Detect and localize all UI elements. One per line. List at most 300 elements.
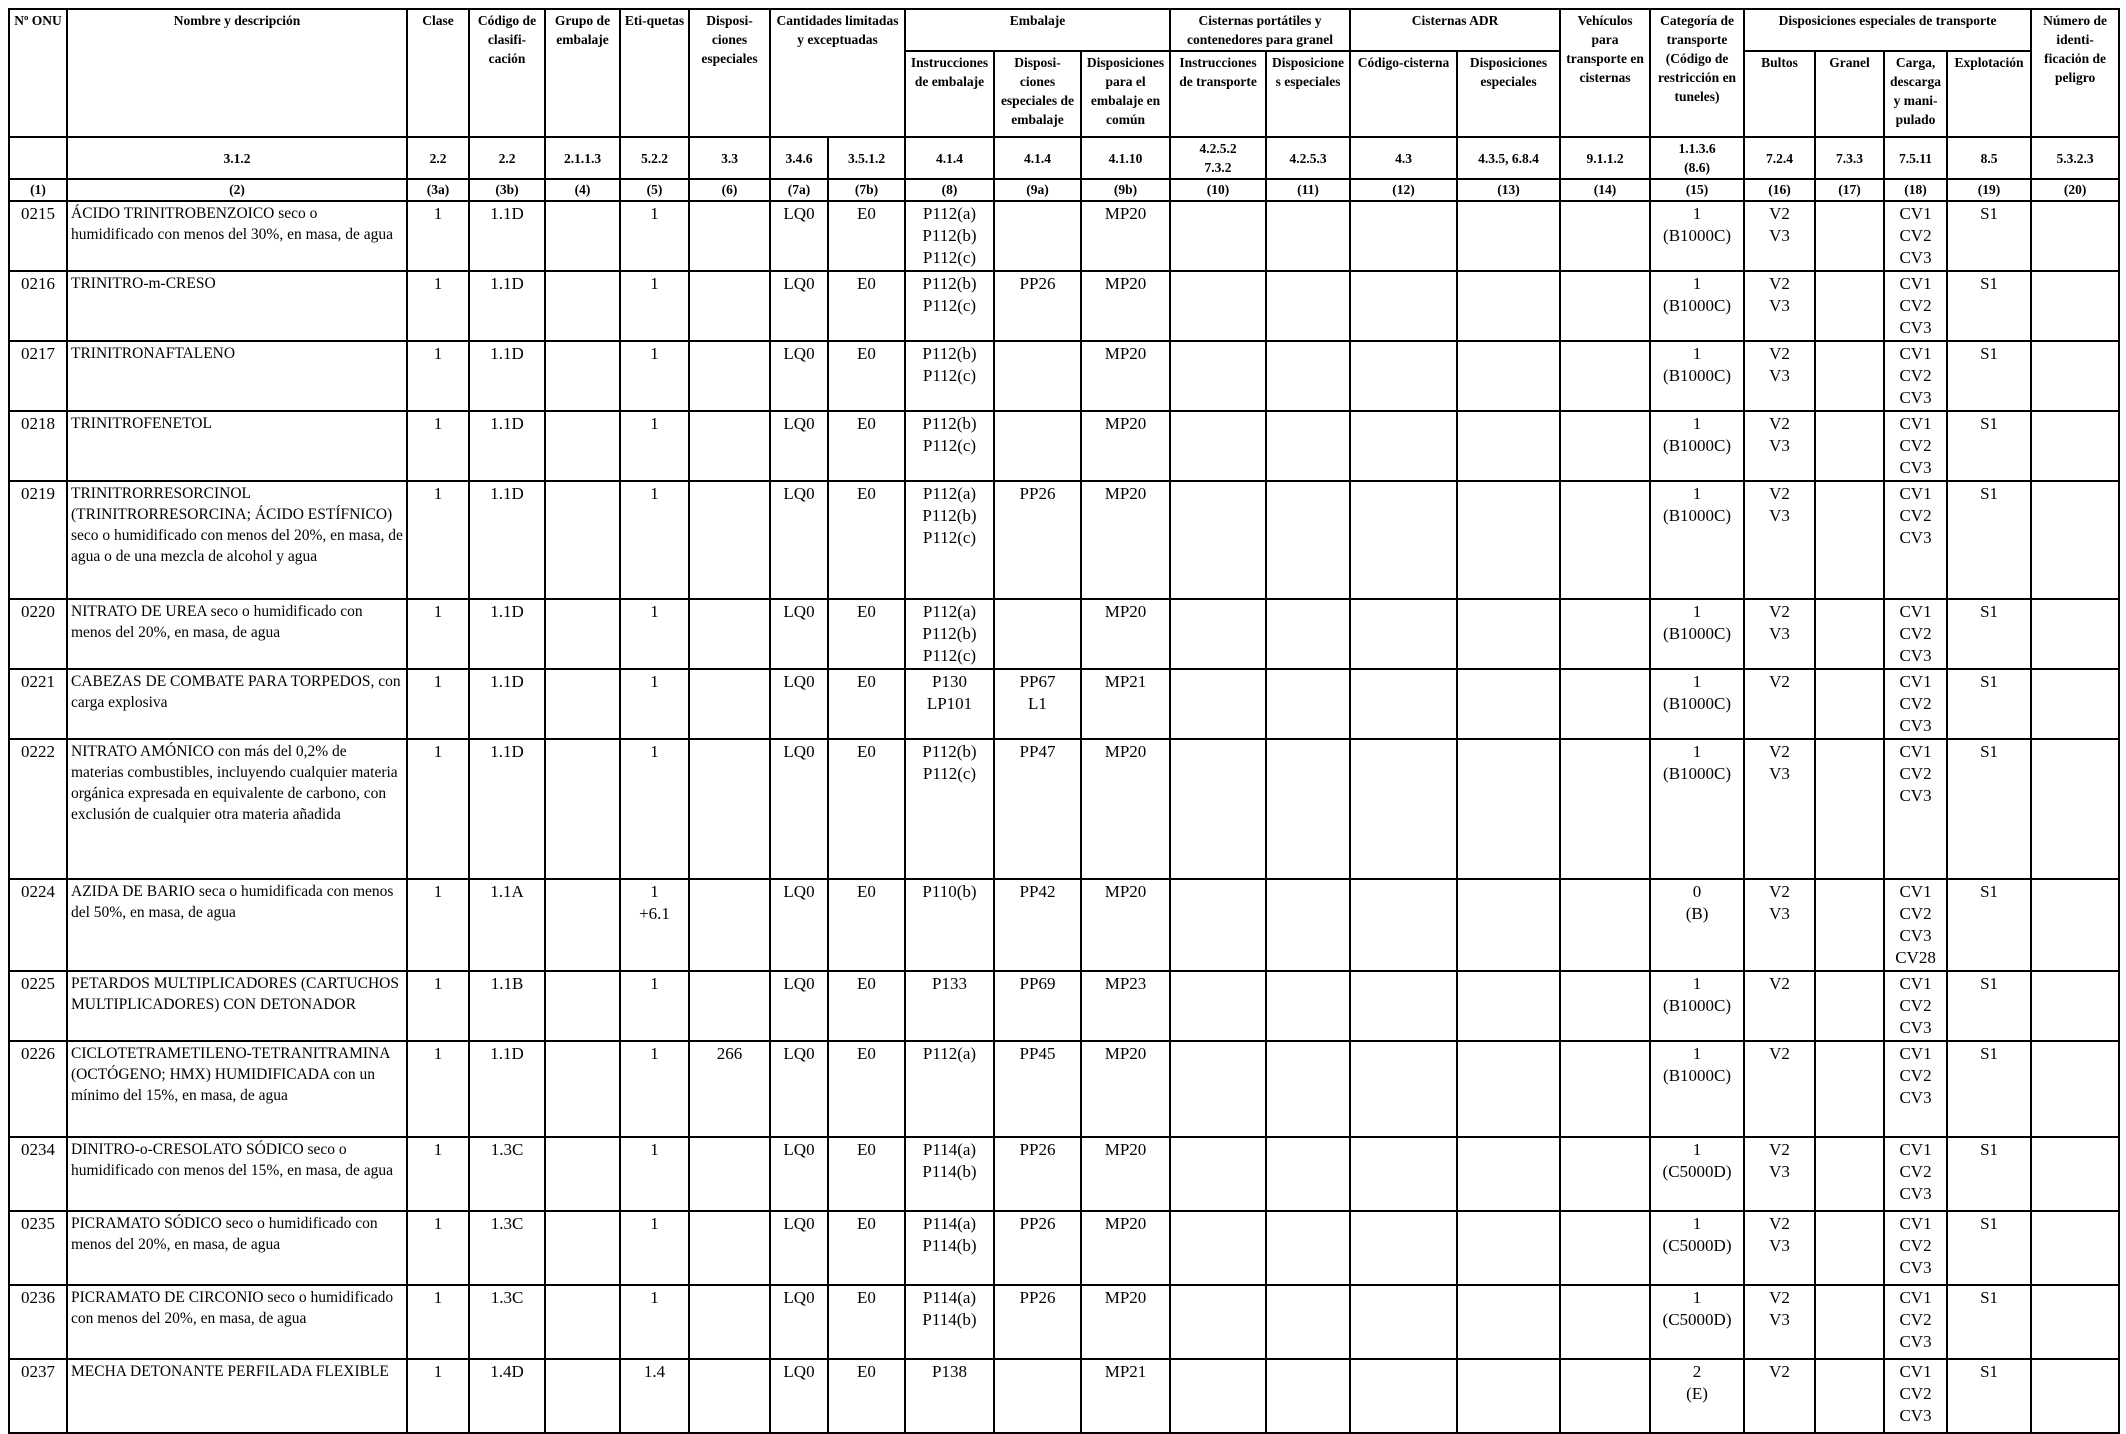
- col-c14-cell: [1560, 879, 1650, 971]
- header-numero-peligro: Número de identi-ficación de peligro: [2031, 9, 2119, 137]
- labels-cell: 1: [620, 1041, 689, 1137]
- header-embalaje: Embalaje: [905, 9, 1170, 51]
- header-categoria: Categoría de transporte (Código de restricción en tuneles): [1650, 9, 1744, 137]
- col-c14-cell: [1560, 1137, 1650, 1211]
- col-c15-cell: 1 (B1000C): [1650, 201, 1744, 271]
- col-c15-cell: 1 (B1000C): [1650, 1041, 1744, 1137]
- col-c16-cell: V2 V3: [1744, 739, 1815, 879]
- col-c9b-cell: MP20: [1081, 1137, 1170, 1211]
- ref-19: 8.5: [1947, 137, 2031, 179]
- col-c12-cell: [1350, 201, 1457, 271]
- column-number: (9a): [994, 179, 1081, 201]
- col-c9a-cell: PP47: [994, 739, 1081, 879]
- col-c12-cell: [1350, 411, 1457, 481]
- col-c13-cell: [1457, 1041, 1560, 1137]
- header-adr-disp: Disposiciones especiales: [1457, 51, 1560, 137]
- header-disposiciones: Disposi-ciones especiales: [689, 9, 770, 137]
- col-c20-cell: [2031, 411, 2119, 481]
- col-c19-cell: S1: [1947, 1285, 2031, 1359]
- col-c19-cell: S1: [1947, 739, 2031, 879]
- col-c18-cell: CV1 CV2 CV3: [1884, 599, 1947, 669]
- col-c7a-cell: LQ0: [770, 481, 828, 599]
- col-c13-cell: [1457, 341, 1560, 411]
- special-provisions-cell: [689, 879, 770, 971]
- col-c11-cell: [1266, 599, 1350, 669]
- header-etiquetas: Eti-quetas: [620, 9, 689, 137]
- col-c15-cell: 0 (B): [1650, 879, 1744, 971]
- table-row: [9, 739, 2119, 879]
- col-c20-cell: [2031, 201, 2119, 271]
- ref-9a: 4.1.4: [994, 137, 1081, 179]
- packing-group-cell: [545, 599, 620, 669]
- col-c8-cell: P112(a) P112(b) P112(c): [905, 599, 994, 669]
- name-cell: NITRATO AMÓNICO con más del 0,2% de materias combustibles, incluyendo cualquier materia orgánica expresada en equivalente de carbono, con exclusión de cualquier otra materia añadida: [67, 739, 407, 879]
- ref-11: 4.2.5.3: [1266, 137, 1350, 179]
- col-c14-cell: [1560, 739, 1650, 879]
- col-c14-cell: [1560, 1285, 1650, 1359]
- col-c10-cell: [1170, 1137, 1266, 1211]
- col-c7b-cell: E0: [828, 739, 905, 879]
- col-c17-cell: [1815, 1359, 1884, 1433]
- class-cell: 1: [407, 271, 469, 341]
- col-c10-cell: [1170, 1359, 1266, 1433]
- labels-cell: 1 +6.1: [620, 879, 689, 971]
- name-cell: TRINITRONAFTALENO: [67, 341, 407, 411]
- col-c17-cell: [1815, 1211, 1884, 1285]
- class-cell: 1: [407, 411, 469, 481]
- onu-cell: 0221: [9, 669, 67, 739]
- code-cell: 1.4D: [469, 1359, 545, 1433]
- col-c17-cell: [1815, 739, 1884, 879]
- col-c18-cell: CV1 CV2 CV3: [1884, 481, 1947, 599]
- col-c11-cell: [1266, 739, 1350, 879]
- col-c8-cell: P112(b) P112(c): [905, 341, 994, 411]
- ref-15: 1.1.3.6 (8.6): [1650, 137, 1744, 179]
- ref-nombre: 3.1.2: [67, 137, 407, 179]
- col-c17-cell: [1815, 971, 1884, 1041]
- col-c7a-cell: LQ0: [770, 669, 828, 739]
- packing-group-cell: [545, 481, 620, 599]
- column-number-row: [9, 179, 2119, 201]
- table-row: [9, 971, 2119, 1041]
- special-provisions-cell: [689, 1137, 770, 1211]
- name-cell: PICRAMATO DE CIRCONIO seco o humidificado con menos del 20%, en masa, de agua: [67, 1285, 407, 1359]
- ref-etiquetas: 5.2.2: [620, 137, 689, 179]
- col-c7a-cell: LQ0: [770, 341, 828, 411]
- col-c16-cell: V2 V3: [1744, 271, 1815, 341]
- table-row: [9, 1285, 2119, 1359]
- col-c15-cell: 1 (B1000C): [1650, 971, 1744, 1041]
- class-cell: 1: [407, 341, 469, 411]
- col-c13-cell: [1457, 599, 1560, 669]
- col-c19-cell: S1: [1947, 971, 2031, 1041]
- col-c15-cell: 1 (C5000D): [1650, 1137, 1744, 1211]
- col-c12-cell: [1350, 1285, 1457, 1359]
- onu-cell: 0220: [9, 599, 67, 669]
- col-c14-cell: [1560, 971, 1650, 1041]
- ref-grupo: 2.1.1.3: [545, 137, 620, 179]
- col-c8-cell: P112(b) P112(c): [905, 411, 994, 481]
- col-c13-cell: [1457, 1359, 1560, 1433]
- col-c19-cell: S1: [1947, 481, 2031, 599]
- col-c11-cell: [1266, 1041, 1350, 1137]
- col-c15-cell: 1 (B1000C): [1650, 341, 1744, 411]
- col-c9b-cell: MP21: [1081, 669, 1170, 739]
- col-c13-cell: [1457, 1285, 1560, 1359]
- col-c9a-cell: [994, 599, 1081, 669]
- col-c18-cell: CV1 CV2 CV3: [1884, 201, 1947, 271]
- col-c20-cell: [2031, 1041, 2119, 1137]
- special-provisions-cell: [689, 1285, 770, 1359]
- col-c13-cell: [1457, 411, 1560, 481]
- col-c9a-cell: PP26: [994, 1211, 1081, 1285]
- class-cell: 1: [407, 739, 469, 879]
- ref-14: 9.1.1.2: [1560, 137, 1650, 179]
- col-c7b-cell: E0: [828, 1211, 905, 1285]
- col-c11-cell: [1266, 669, 1350, 739]
- header-cp-disp: Disposicione s especiales: [1266, 51, 1350, 137]
- col-c16-cell: V2: [1744, 669, 1815, 739]
- table-row: [9, 411, 2119, 481]
- col-c16-cell: V2 V3: [1744, 1137, 1815, 1211]
- table-row: [9, 481, 2119, 599]
- ref-codigo: 2.2: [469, 137, 545, 179]
- col-c13-cell: [1457, 1211, 1560, 1285]
- col-c7b-cell: E0: [828, 411, 905, 481]
- code-cell: 1.3C: [469, 1211, 545, 1285]
- onu-cell: 0225: [9, 971, 67, 1041]
- col-c11-cell: [1266, 1137, 1350, 1211]
- col-c7a-cell: LQ0: [770, 599, 828, 669]
- packing-group-cell: [545, 1285, 620, 1359]
- col-c12-cell: [1350, 1137, 1457, 1211]
- code-cell: 1.1D: [469, 599, 545, 669]
- col-c9a-cell: PP26: [994, 1285, 1081, 1359]
- packing-group-cell: [545, 1211, 620, 1285]
- ref-20: 5.3.2.3: [2031, 137, 2119, 179]
- packing-group-cell: [545, 341, 620, 411]
- col-c10-cell: [1170, 271, 1266, 341]
- col-c15-cell: 1 (B1000C): [1650, 669, 1744, 739]
- col-c20-cell: [2031, 271, 2119, 341]
- name-cell: PETARDOS MULTIPLICADORES (CARTUCHOS MULTIPLICADORES) CON DETONADOR: [67, 971, 407, 1041]
- class-cell: 1: [407, 201, 469, 271]
- col-c11-cell: [1266, 971, 1350, 1041]
- column-number: (2): [67, 179, 407, 201]
- class-cell: 1: [407, 669, 469, 739]
- col-c18-cell: CV1 CV2 CV3: [1884, 971, 1947, 1041]
- col-c11-cell: [1266, 411, 1350, 481]
- col-c8-cell: P114(a) P114(b): [905, 1137, 994, 1211]
- ref-8: 4.1.4: [905, 137, 994, 179]
- onu-cell: 0235: [9, 1211, 67, 1285]
- name-cell: PICRAMATO SÓDICO seco o humidificado con menos del 20%, en masa, de agua: [67, 1211, 407, 1285]
- col-c18-cell: CV1 CV2 CV3: [1884, 411, 1947, 481]
- col-c17-cell: [1815, 1285, 1884, 1359]
- col-c7a-cell: LQ0: [770, 1137, 828, 1211]
- col-c14-cell: [1560, 1041, 1650, 1137]
- col-c12-cell: [1350, 879, 1457, 971]
- col-c8-cell: P110(b): [905, 879, 994, 971]
- col-c12-cell: [1350, 971, 1457, 1041]
- table-row: [9, 1211, 2119, 1285]
- class-cell: 1: [407, 1041, 469, 1137]
- col-c17-cell: [1815, 879, 1884, 971]
- col-c19-cell: S1: [1947, 201, 2031, 271]
- column-number: (16): [1744, 179, 1815, 201]
- col-c17-cell: [1815, 481, 1884, 599]
- col-c15-cell: 1 (B1000C): [1650, 481, 1744, 599]
- column-number: (3b): [469, 179, 545, 201]
- column-number: (4): [545, 179, 620, 201]
- col-c15-cell: 1 (C5000D): [1650, 1285, 1744, 1359]
- packing-group-cell: [545, 739, 620, 879]
- col-c14-cell: [1560, 599, 1650, 669]
- column-number: (15): [1650, 179, 1744, 201]
- table-row: [9, 669, 2119, 739]
- col-c7b-cell: E0: [828, 271, 905, 341]
- col-c8-cell: P112(b) P112(c): [905, 271, 994, 341]
- col-c18-cell: CV1 CV2 CV3: [1884, 1359, 1947, 1433]
- col-c7b-cell: E0: [828, 1137, 905, 1211]
- header-codigo: Código de clasifi-cación: [469, 9, 545, 137]
- special-provisions-cell: [689, 411, 770, 481]
- col-c8-cell: P114(a) P114(b): [905, 1285, 994, 1359]
- special-provisions-cell: [689, 1211, 770, 1285]
- col-c18-cell: CV1 CV2 CV3: [1884, 1211, 1947, 1285]
- col-c13-cell: [1457, 1137, 1560, 1211]
- col-c9b-cell: MP20: [1081, 271, 1170, 341]
- col-c16-cell: V2: [1744, 971, 1815, 1041]
- header-emb-instr: Instrucciones de embalaje: [905, 51, 994, 137]
- col-c8-cell: P112(b) P112(c): [905, 739, 994, 879]
- col-c19-cell: S1: [1947, 1137, 2031, 1211]
- col-c9b-cell: MP20: [1081, 201, 1170, 271]
- class-cell: 1: [407, 879, 469, 971]
- onu-cell: 0234: [9, 1137, 67, 1211]
- packing-group-cell: [545, 971, 620, 1041]
- code-cell: 1.1D: [469, 341, 545, 411]
- ref-onu: [9, 137, 67, 179]
- ref-9b: 4.1.10: [1081, 137, 1170, 179]
- header-onu: Nº ONU: [9, 9, 67, 137]
- col-c18-cell: CV1 CV2 CV3: [1884, 271, 1947, 341]
- col-c7a-cell: LQ0: [770, 879, 828, 971]
- labels-cell: 1: [620, 669, 689, 739]
- col-c7b-cell: E0: [828, 1041, 905, 1137]
- col-c17-cell: [1815, 1041, 1884, 1137]
- code-cell: 1.1D: [469, 1041, 545, 1137]
- col-c7a-cell: LQ0: [770, 971, 828, 1041]
- col-c18-cell: CV1 CV2 CV3: [1884, 669, 1947, 739]
- onu-cell: 0226: [9, 1041, 67, 1137]
- col-c7a-cell: LQ0: [770, 201, 828, 271]
- labels-cell: 1: [620, 341, 689, 411]
- ref-7b: 3.5.1.2: [828, 137, 905, 179]
- col-c9a-cell: [994, 1359, 1081, 1433]
- col-c9a-cell: PP42: [994, 879, 1081, 971]
- col-c11-cell: [1266, 201, 1350, 271]
- labels-cell: 1: [620, 599, 689, 669]
- col-c7a-cell: LQ0: [770, 1285, 828, 1359]
- header-disp-transporte: Disposiciones especiales de transporte: [1744, 9, 2031, 51]
- name-cell: DINITRO-o-CRESOLATO SÓDICO seco o humidificado con menos del 15%, en masa, de agua: [67, 1137, 407, 1211]
- col-c7b-cell: E0: [828, 341, 905, 411]
- labels-cell: 1: [620, 971, 689, 1041]
- ref-12: 4.3: [1350, 137, 1457, 179]
- table-body: [9, 201, 2119, 1433]
- col-c9a-cell: PP26: [994, 1137, 1081, 1211]
- column-number: (17): [1815, 179, 1884, 201]
- name-cell: TRINITROFENETOL: [67, 411, 407, 481]
- code-cell: 1.1D: [469, 411, 545, 481]
- column-number: (7a): [770, 179, 828, 201]
- col-c9a-cell: PP69: [994, 971, 1081, 1041]
- col-c15-cell: 1 (C5000D): [1650, 1211, 1744, 1285]
- col-c16-cell: V2 V3: [1744, 599, 1815, 669]
- col-c9b-cell: MP23: [1081, 971, 1170, 1041]
- col-c10-cell: [1170, 1041, 1266, 1137]
- col-c18-cell: CV1 CV2 CV3: [1884, 1041, 1947, 1137]
- col-c18-cell: CV1 CV2 CV3: [1884, 1285, 1947, 1359]
- col-c13-cell: [1457, 971, 1560, 1041]
- col-c12-cell: [1350, 481, 1457, 599]
- col-c7b-cell: E0: [828, 1359, 905, 1433]
- col-c9b-cell: MP20: [1081, 1041, 1170, 1137]
- column-number: (9b): [1081, 179, 1170, 201]
- header-cisternas-portatiles: Cisternas portátiles y contenedores para granel: [1170, 9, 1350, 51]
- header-carga: Carga, descarga y mani-pulado: [1884, 51, 1947, 137]
- class-cell: 1: [407, 1211, 469, 1285]
- class-cell: 1: [407, 1285, 469, 1359]
- col-c7b-cell: E0: [828, 1285, 905, 1359]
- packing-group-cell: [545, 879, 620, 971]
- col-c19-cell: S1: [1947, 1041, 2031, 1137]
- col-c20-cell: [2031, 879, 2119, 971]
- ref-17: 7.3.3: [1815, 137, 1884, 179]
- col-c15-cell: 1 (B1000C): [1650, 411, 1744, 481]
- col-c8-cell: P133: [905, 971, 994, 1041]
- col-c10-cell: [1170, 481, 1266, 599]
- onu-cell: 0237: [9, 1359, 67, 1433]
- col-c8-cell: P114(a) P114(b): [905, 1211, 994, 1285]
- col-c11-cell: [1266, 1211, 1350, 1285]
- col-c9b-cell: MP20: [1081, 879, 1170, 971]
- col-c11-cell: [1266, 481, 1350, 599]
- col-c20-cell: [2031, 1359, 2119, 1433]
- code-cell: 1.1A: [469, 879, 545, 971]
- labels-cell: 1: [620, 411, 689, 481]
- col-c10-cell: [1170, 599, 1266, 669]
- name-cell: NITRATO DE UREA seco o humidificado con menos del 20%, en masa, de agua: [67, 599, 407, 669]
- header-adr-codigo: Código-cisterna: [1350, 51, 1457, 137]
- ref-10: 4.2.5.2 7.3.2: [1170, 137, 1266, 179]
- col-c9a-cell: [994, 201, 1081, 271]
- column-number: (19): [1947, 179, 2031, 201]
- col-c18-cell: CV1 CV2 CV3 CV28: [1884, 879, 1947, 971]
- code-cell: 1.1D: [469, 669, 545, 739]
- col-c16-cell: V2 V3: [1744, 879, 1815, 971]
- col-c7b-cell: E0: [828, 201, 905, 271]
- col-c14-cell: [1560, 271, 1650, 341]
- onu-cell: 0216: [9, 271, 67, 341]
- ref-13: 4.3.5, 6.8.4: [1457, 137, 1560, 179]
- col-c20-cell: [2031, 1285, 2119, 1359]
- col-c7b-cell: E0: [828, 599, 905, 669]
- col-c11-cell: [1266, 1285, 1350, 1359]
- code-cell: 1.1B: [469, 971, 545, 1041]
- col-c7a-cell: LQ0: [770, 1041, 828, 1137]
- document-page: [8, 8, 2120, 1434]
- onu-cell: 0218: [9, 411, 67, 481]
- table-row: [9, 879, 2119, 971]
- col-c14-cell: [1560, 481, 1650, 599]
- class-cell: 1: [407, 599, 469, 669]
- header-vehiculos: Vehículos para transporte en cisternas: [1560, 9, 1650, 137]
- code-cell: 1.1D: [469, 201, 545, 271]
- col-c20-cell: [2031, 599, 2119, 669]
- header-nombre: Nombre y descripción: [67, 9, 407, 137]
- col-c20-cell: [2031, 1137, 2119, 1211]
- code-cell: 1.1D: [469, 739, 545, 879]
- col-c7a-cell: LQ0: [770, 739, 828, 879]
- col-c9b-cell: MP20: [1081, 599, 1170, 669]
- table-row: [9, 1041, 2119, 1137]
- col-c11-cell: [1266, 1359, 1350, 1433]
- col-c16-cell: V2 V3: [1744, 1211, 1815, 1285]
- col-c9a-cell: PP67 L1: [994, 669, 1081, 739]
- name-cell: TRINITRO-m-CRESO: [67, 271, 407, 341]
- column-number: (1): [9, 179, 67, 201]
- packing-group-cell: [545, 411, 620, 481]
- col-c20-cell: [2031, 971, 2119, 1041]
- col-c19-cell: S1: [1947, 411, 2031, 481]
- col-c11-cell: [1266, 879, 1350, 971]
- col-c13-cell: [1457, 201, 1560, 271]
- col-c9a-cell: [994, 411, 1081, 481]
- col-c8-cell: P112(a) P112(b) P112(c): [905, 481, 994, 599]
- table-header: [9, 9, 2119, 201]
- col-c7b-cell: E0: [828, 971, 905, 1041]
- header-grupo: Grupo de embalaje: [545, 9, 620, 137]
- col-c10-cell: [1170, 879, 1266, 971]
- code-cell: 1.1D: [469, 481, 545, 599]
- column-number: (18): [1884, 179, 1947, 201]
- col-c7b-cell: E0: [828, 879, 905, 971]
- col-c13-cell: [1457, 271, 1560, 341]
- header-emb-comun: Disposiciones para el embalaje en común: [1081, 51, 1170, 137]
- col-c18-cell: CV1 CV2 CV3: [1884, 739, 1947, 879]
- col-c8-cell: P138: [905, 1359, 994, 1433]
- col-c15-cell: 2 (E): [1650, 1359, 1744, 1433]
- column-number: (7b): [828, 179, 905, 201]
- col-c13-cell: [1457, 879, 1560, 971]
- special-provisions-cell: [689, 669, 770, 739]
- onu-cell: 0219: [9, 481, 67, 599]
- col-c15-cell: 1 (B1000C): [1650, 271, 1744, 341]
- col-c16-cell: V2 V3: [1744, 201, 1815, 271]
- col-c16-cell: V2: [1744, 1359, 1815, 1433]
- col-c7a-cell: LQ0: [770, 1359, 828, 1433]
- col-c12-cell: [1350, 341, 1457, 411]
- col-c17-cell: [1815, 341, 1884, 411]
- col-c19-cell: S1: [1947, 669, 2031, 739]
- onu-cell: 0222: [9, 739, 67, 879]
- col-c8-cell: P112(a) P112(b) P112(c): [905, 201, 994, 271]
- col-c8-cell: P130 LP101: [905, 669, 994, 739]
- col-c10-cell: [1170, 201, 1266, 271]
- name-cell: AZIDA DE BARIO seca o humidificada con menos del 50%, en masa, de agua: [67, 879, 407, 971]
